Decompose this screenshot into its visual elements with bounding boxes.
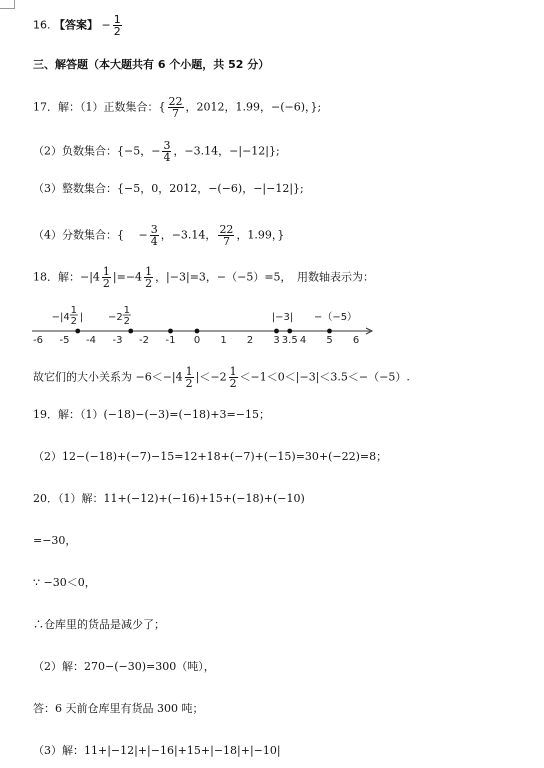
tick-label: 3.5 bbox=[281, 335, 298, 346]
q17-l2-fraction bbox=[162, 140, 171, 163]
q18-l2-a: 故它们的大小关系为 −6＜−|4 bbox=[33, 370, 183, 384]
point-label-text: −2 bbox=[108, 312, 123, 323]
q18-l2-fraction2 bbox=[229, 366, 238, 389]
q17-l1-prefix: 17．解：（1）正数集合：{ bbox=[33, 100, 166, 114]
tick-label: 1 bbox=[220, 335, 227, 346]
q18-l1-num: 1 bbox=[102, 265, 110, 278]
q19-line1: 19．解：（1）(−18)−(−3)=(−18)+3=−15； bbox=[33, 408, 270, 421]
q18-l2-den2: 2 bbox=[229, 377, 237, 390]
number-line-ticks bbox=[33, 335, 359, 346]
q18-line2 bbox=[33, 366, 410, 389]
point-label-text: |−3| bbox=[271, 312, 294, 323]
q16-num: 1 bbox=[113, 13, 121, 26]
q17-l4-den2: 7 bbox=[222, 235, 230, 248]
page-corner-mark bbox=[0, 0, 15, 9]
point-label-den: 2 bbox=[123, 316, 130, 327]
q17-l2-num: 3 bbox=[163, 139, 171, 152]
q17-line2 bbox=[33, 140, 280, 163]
q17-l2-den: 4 bbox=[163, 151, 171, 164]
q17-l4-mid: ，−3.14， bbox=[160, 228, 217, 242]
tick-label: 3 bbox=[273, 335, 280, 346]
q17-line3: （3）整数集合：{−5，0，2012，−(−6)，−|−12|}; bbox=[33, 182, 304, 195]
q18-l2-num2: 1 bbox=[229, 365, 237, 378]
q17-l4-num2: 22 bbox=[219, 223, 234, 236]
q17-l4-rest: ，1.99，} bbox=[236, 228, 285, 242]
q18-l2-den: 2 bbox=[185, 377, 193, 390]
number-line-point bbox=[75, 329, 80, 334]
number-line-point-label bbox=[108, 305, 131, 327]
number-line-point-label bbox=[52, 305, 84, 327]
number-line-point bbox=[128, 329, 133, 334]
q17-l2-prefix: （2）负数集合：{−5，− bbox=[33, 144, 161, 158]
q18-l1-c: ，|−3|=3，−（−5）=5， 用数轴表示为： bbox=[155, 270, 375, 284]
point-label-text: −（−5） bbox=[313, 312, 358, 323]
q17-line4 bbox=[33, 224, 284, 247]
q17-line1 bbox=[33, 96, 321, 119]
q16-den: 2 bbox=[113, 25, 121, 38]
tick-label: 6 bbox=[352, 335, 360, 346]
q18-l1-a: 18．解：−|4 bbox=[33, 270, 100, 284]
number-line-point bbox=[195, 329, 200, 334]
tick-label: -2 bbox=[139, 335, 149, 346]
q20-line1: 20．（1）解：11+(−12)+(−16)+15+(−18)+(−10) bbox=[33, 492, 305, 505]
number-line-point bbox=[168, 329, 173, 334]
q18-l2-fraction1 bbox=[185, 366, 194, 389]
tick-label: 0 bbox=[193, 335, 201, 346]
q19-line2: （2）12−(−18)+(−7)−15=12+18+(−7)+(−15)=30+(−22)=8； bbox=[33, 450, 388, 463]
q18-l1-den: 2 bbox=[102, 277, 110, 290]
q17-l1-num: 22 bbox=[168, 95, 183, 108]
q17-l4-prefix: （4）分数集合：{ − bbox=[33, 228, 148, 242]
point-label-num: 1 bbox=[70, 305, 77, 316]
q17-l4-num: 3 bbox=[150, 223, 158, 236]
q17-l4-fraction2 bbox=[218, 224, 234, 247]
tick-label: 2 bbox=[246, 335, 254, 346]
q16-label: 16. bbox=[33, 18, 51, 32]
q16-line bbox=[33, 14, 124, 37]
q18-l1-b: |=−4 bbox=[112, 270, 143, 284]
number-line-point-label bbox=[272, 312, 293, 323]
tick-label: -5 bbox=[59, 335, 70, 346]
q18-l2-b: |＜−2 bbox=[195, 370, 227, 384]
q17-l1-den: 7 bbox=[172, 107, 179, 120]
tick-label: -4 bbox=[86, 335, 96, 346]
number-line-points bbox=[52, 305, 357, 333]
number-line-point bbox=[274, 329, 279, 334]
q20-line6: 答：6 天前仓库里有货品 300 吨； bbox=[33, 702, 204, 715]
q16-fraction bbox=[113, 14, 122, 37]
tick-label: -1 bbox=[165, 335, 176, 346]
section-title: 三、解答题（本大题共有 6 个小题，共 52 分） bbox=[33, 58, 270, 71]
q17-l4-den: 4 bbox=[150, 235, 158, 248]
q20-line7: （3）解：11+|−12|+|−16|+15+|−18|+|−10| bbox=[33, 744, 281, 757]
tick-label: 5 bbox=[326, 335, 333, 346]
q18-l2-num: 1 bbox=[185, 365, 193, 378]
point-label-suffix: | bbox=[79, 312, 84, 323]
q20-line4: ∴仓库里的货品是减少了； bbox=[33, 618, 165, 631]
q18-l2-c: ＜−1＜0＜|−3|＜3.5＜−（−5）. bbox=[239, 370, 410, 384]
q17-l1-rest: ，2012，1.99，−(−6)，}; bbox=[185, 100, 322, 114]
q17-l4-fraction1 bbox=[150, 224, 159, 247]
q20-line5: （2）解：270−(−30)=300（吨）， bbox=[33, 660, 215, 673]
q18-l1-den2: 2 bbox=[145, 277, 153, 290]
number-line-point bbox=[287, 329, 292, 334]
point-label-text: −|4 bbox=[51, 312, 70, 323]
number-line-point bbox=[327, 329, 332, 334]
q20-line3: ∵ −30＜0， bbox=[33, 576, 96, 589]
point-label-den: 2 bbox=[70, 316, 77, 327]
q18-l1-fraction2 bbox=[144, 266, 153, 289]
q16-answer-tag: 【答案】 bbox=[54, 18, 98, 32]
q18-l1-fraction1 bbox=[102, 266, 111, 289]
q20-line2: =−30， bbox=[33, 534, 77, 547]
tick-label: -3 bbox=[112, 335, 123, 346]
tick-label: 4 bbox=[299, 335, 307, 346]
point-label-num: 1 bbox=[123, 305, 130, 316]
tick-label: -6 bbox=[33, 335, 43, 346]
number-line bbox=[28, 298, 388, 350]
number-line-point-label bbox=[314, 311, 357, 323]
q16-sign: − bbox=[101, 18, 111, 32]
q18-line1 bbox=[33, 266, 374, 289]
q17-l1-fraction bbox=[168, 96, 184, 119]
q18-l1-num2: 1 bbox=[145, 265, 153, 278]
q17-l2-rest: ，−3.14，−|−12|}; bbox=[173, 144, 280, 158]
